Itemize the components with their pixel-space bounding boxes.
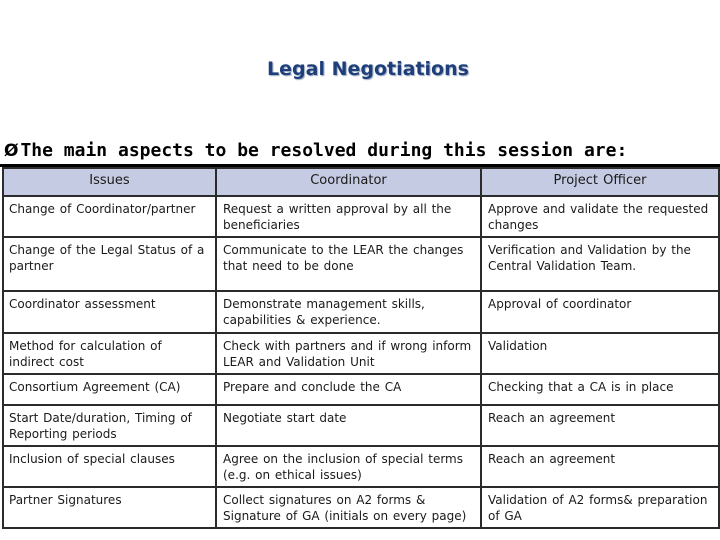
header-coordinator: Coordinator [216, 168, 481, 196]
issue-cell: Coordinator assessment [3, 291, 216, 333]
issue-cell: Consortium Agreement (CA) [3, 374, 216, 405]
session-aspects-heading [4, 140, 720, 161]
table-row [3, 291, 719, 333]
coordinator-cell: Request a written approval by all the beneficiaries [216, 196, 481, 237]
table-row [3, 237, 719, 291]
table-row [3, 374, 719, 405]
negotiation-issues-table [2, 167, 720, 529]
table-row [3, 487, 719, 528]
coordinator-cell: Demonstrate management skills, capabilities & experience. [216, 291, 481, 333]
session-aspects-text: The main aspects to be resolved during this session are: [20, 140, 628, 161]
project-officer-cell: Reach an agreement [481, 405, 719, 446]
issue-cell: Change of the Legal Status of a partner [3, 237, 216, 291]
table-row [3, 333, 719, 374]
issue-cell: Partner Signatures [3, 487, 216, 528]
project-officer-cell: Reach an agreement [481, 446, 719, 487]
issue-cell: Method for calculation of indirect cost [3, 333, 216, 374]
table-row [3, 405, 719, 446]
page-title: Legal Negotiations [267, 58, 469, 80]
table-row [3, 196, 719, 237]
coordinator-cell: Communicate to the LEAR the changes that need to be done [216, 237, 481, 291]
project-officer-cell: Approval of coordinator [481, 291, 719, 333]
coordinator-cell: Prepare and conclude the CA [216, 374, 481, 405]
table-row [3, 446, 719, 487]
project-officer-cell: Validation [481, 333, 719, 374]
coordinator-cell: Check with partners and if wrong inform LEAR and Validation Unit [216, 333, 481, 374]
header-project-officer: Project Officer [481, 168, 719, 196]
header-issues: Issues [3, 168, 216, 196]
table-header-row [3, 168, 719, 196]
coordinator-cell: Agree on the inclusion of special terms (e.g. on ethical issues) [216, 446, 481, 487]
coordinator-cell: Negotiate start date [216, 405, 481, 446]
bullet-arrow-icon: Ø [4, 141, 19, 161]
project-officer-cell: Checking that a CA is in place [481, 374, 719, 405]
project-officer-cell: Verification and Validation by the Central Validation Team. [481, 237, 719, 291]
issue-cell: Inclusion of special clauses [3, 446, 216, 487]
project-officer-cell: Validation of A2 forms& preparation of GA [481, 487, 719, 528]
issue-cell: Change of Coordinator/partner [3, 196, 216, 237]
issue-cell: Start Date/duration, Timing of Reporting periods [3, 405, 216, 446]
coordinator-cell: Collect signatures on A2 forms & Signature of GA (initials on every page) [216, 487, 481, 528]
project-officer-cell: Approve and validate the requested changes [481, 196, 719, 237]
